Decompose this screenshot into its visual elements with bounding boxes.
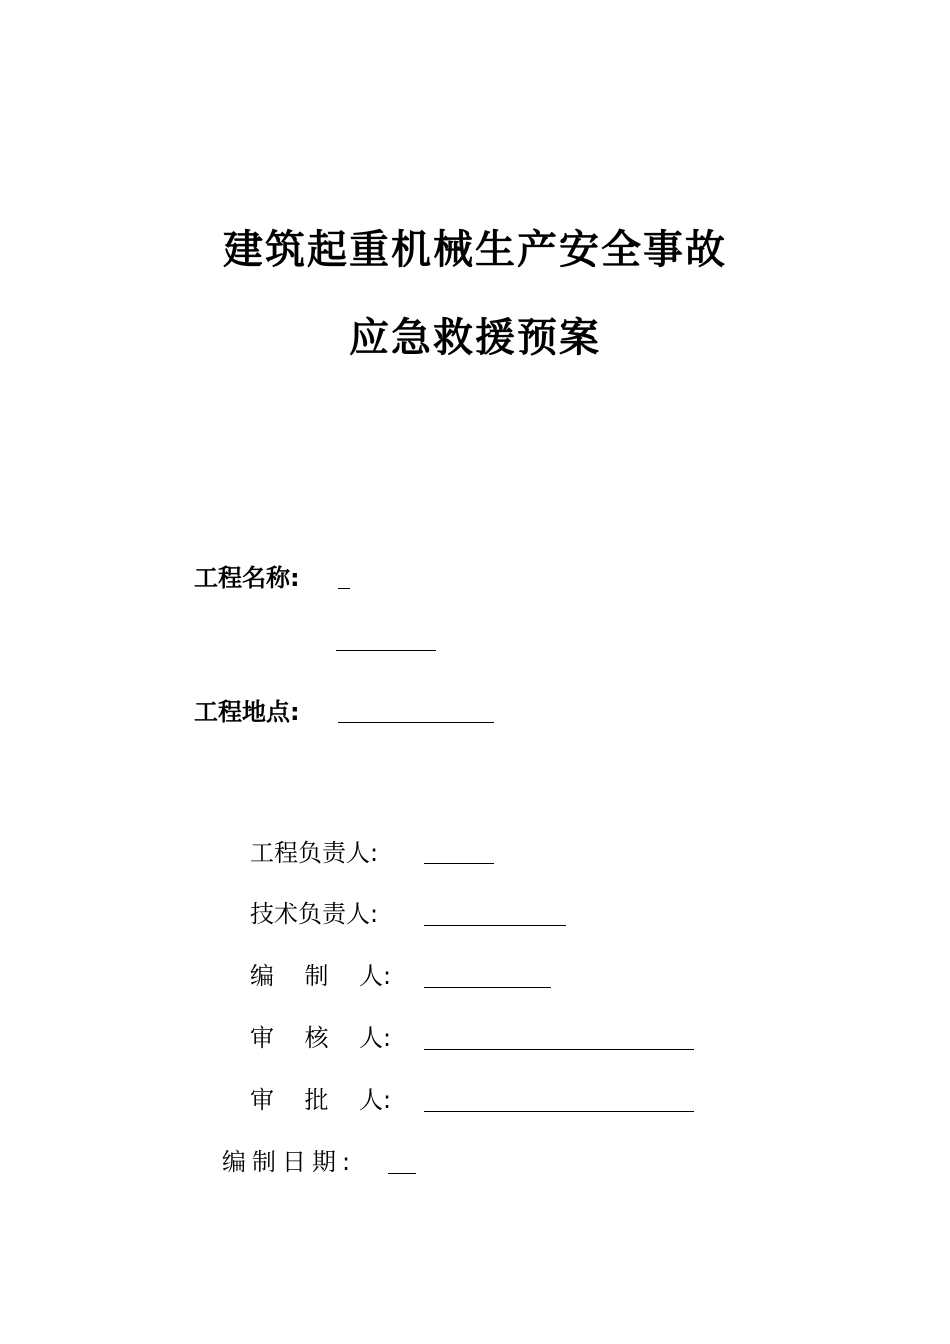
approver-label: 审 批 人: bbox=[250, 1086, 392, 1114]
document-title-line-2: 应急救援预案 bbox=[349, 315, 601, 361]
project-name-blank[interactable] bbox=[338, 588, 350, 589]
compiler-label: 编 制 人: bbox=[250, 962, 392, 990]
project-leader-blank[interactable] bbox=[424, 863, 494, 864]
document-title-line-1: 建筑起重机械生产安全事故 bbox=[223, 227, 727, 273]
approver-blank[interactable] bbox=[424, 1111, 694, 1112]
reviewer-blank[interactable] bbox=[424, 1049, 694, 1050]
project-leader-label: 工程负责人: bbox=[250, 839, 379, 867]
technical-leader-blank[interactable] bbox=[424, 925, 566, 926]
compiler-blank[interactable] bbox=[424, 987, 551, 988]
project-location-blank[interactable] bbox=[338, 722, 494, 723]
compile-date-blank[interactable] bbox=[388, 1173, 416, 1174]
project-location-label: 工程地点: bbox=[194, 698, 300, 726]
technical-leader-label: 技术负责人: bbox=[250, 900, 379, 928]
project-name-blank-continued[interactable] bbox=[336, 650, 436, 651]
project-name-label: 工程名称: bbox=[194, 564, 300, 592]
compile-date-label: 编制日期: bbox=[222, 1148, 357, 1176]
reviewer-label: 审 核 人: bbox=[250, 1024, 392, 1052]
